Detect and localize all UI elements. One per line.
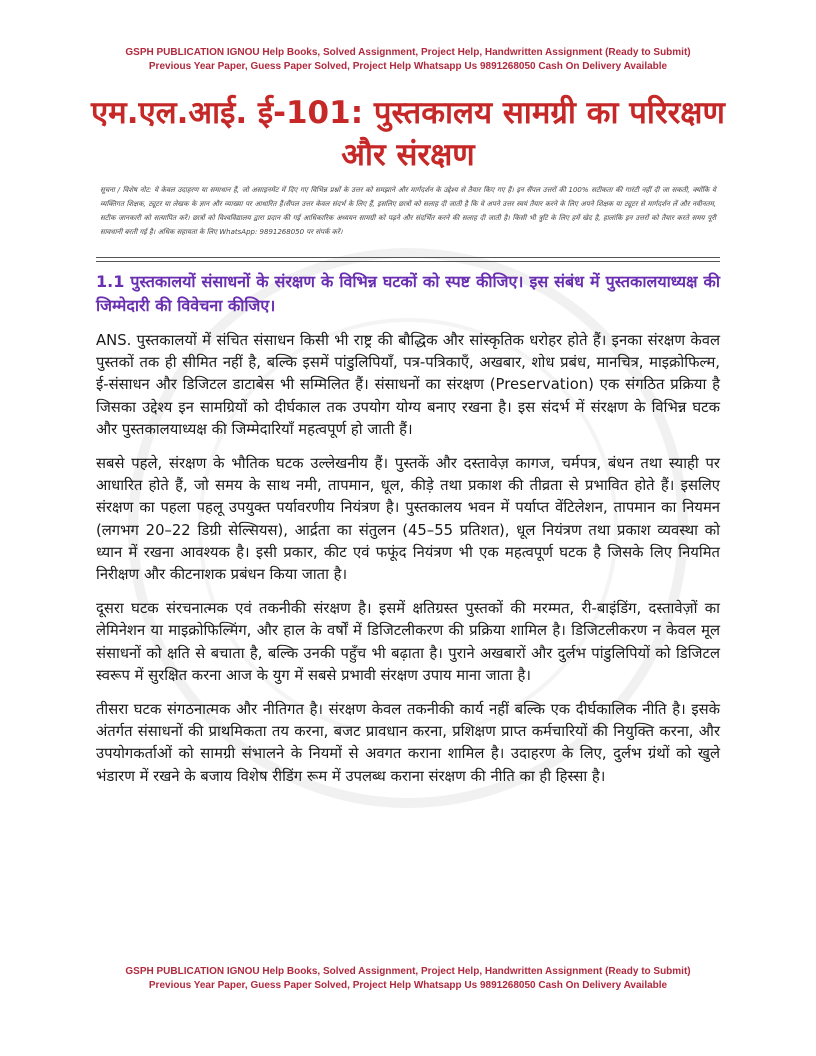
paragraph: ANS. पुस्तकालयों में संचित संसाधन किसी भी राष्ट्र की बौद्धिक और सांस्कृतिक धरोहर होते हैं। इनका संरक्षण केवल पुस्तकों तक ही सीमित नहीं है, बल्कि इसमें पांडुलिपियाँ, पत्र-पत्रिकाएँ, अखबार, शोध प्रबंध, मानचित्र, माइक्रोफिल्म, ई-संसाधन और डिजिटल डाटाबेस भी सम्मिलित हैं। संसाधनों का संरक्षण (Preservation) एक संगठित प्रक्रिया है जिसका उद्देश्य इन सामग्रियों को दीर्घकाल तक उपयोग योग्य बनाए रखना है। इस संदर्भ में संरक्षण के विभिन्न घटक और पुस्तकालयाध्यक्ष की जिम्मेदारियाँ महत्वपूर्ण हो जाती हैं। bbox=[96, 332, 720, 438]
question-heading: 1.1 पुस्तकालयों संसाधनों के संरक्षण के विभिन्न घटकों को स्पष्ट कीजिए। इस संबंध में पुस्तकालयाध्यक्ष की जिम्मेदारी की विवेचना कीजिए। bbox=[96, 272, 720, 315]
page-footer bbox=[0, 965, 816, 993]
page-title: एम.एल.आई. ई-101: पुस्तकालय सामग्री का परिरक्षण और संरक्षण bbox=[91, 95, 725, 173]
page-header bbox=[0, 46, 816, 74]
paragraph: सबसे पहले, संरक्षण के भौतिक घटक उल्लेखनीय हैं। पुस्तकें और दस्तावेज़ कागज, चर्मपत्र, बंधन तथा स्याही पर आधारित होते हैं, जो समय के साथ नमी, तापमान, धूल, कीड़े तथा प्रकाश की तीव्रता से प्रभावित होते हैं। इसलिए संरक्षण का पहला पहलू उपयुक्त पर्यावरणीय नियंत्रण है। पुस्तकालय भवन में पर्याप्त वेंटिलेशन, तापमान का नियमन (लगभग 20–22 डिग्री सेल्सियस), आर्द्रता का संतुलन (45–55 प्रतिशत), धूल नियंत्रण तथा प्रकाश व्यवस्था को ध्यान में रखना आवश्यक है। इसी प्रकार, कीट एवं फफूंद नियंत्रण भी एक महत्वपूर्ण घटक है जिसके लिए नियमित निरीक्षण और कीटनाशक प्रबंधन किया जाता है। bbox=[96, 455, 720, 584]
footer-line-2: Previous Year Paper, Guess Paper Solved, Project Help Whatsapp Us 9891268050 Cash On Delivery Available bbox=[148, 980, 668, 991]
footer-line-1: GSPH PUBLICATION IGNOU Help Books, Solved Assignment, Project Help, Handwritten Assignment (Ready to Submit) bbox=[125, 966, 691, 977]
paragraph: दूसरा घटक संरचनात्मक एवं तकनीकी संरक्षण है। इसमें क्षतिग्रस्त पुस्तकों की मरम्मत, री-बाइंडिंग, दस्तावेज़ों का लेमिनेशन या माइक्रोफिल्मिंग, और हाल के वर्षों में डिजिटलीकरण की प्रक्रिया शामिल है। डिजिटलीकरण न केवल मूल संसाधनों को क्षति से बचाता है, बल्कि उनकी पहुँच भी बढ़ाता है। पुराने अखबारों और दुर्लभ पांडुलिपियों को डिजिटल स्वरूप में सुरक्षित करना आज के युग में सबसे प्रभावी संरक्षण उपाय माना जाता है। bbox=[96, 600, 720, 684]
answer-body bbox=[96, 330, 720, 800]
header-line-1: GSPH PUBLICATION IGNOU Help Books, Solved Assignment, Project Help, Handwritten Assignment (Ready to Submit) bbox=[125, 47, 691, 58]
divider-top bbox=[96, 257, 720, 258]
paragraph: तीसरा घटक संगठनात्मक और नीतिगत है। संरक्षण केवल तकनीकी कार्य नहीं बल्कि एक दीर्घकालिक नीति है। इसके अंतर्गत संसाधनों की प्राथमिकता तय करना, बजट प्रावधान करना, प्रशिक्षण प्राप्त कर्मचारियों की नियुक्ति करना, और उपयोगकर्ताओं को सामग्री संभालने के नियमों से अवगत कराना शामिल है। उदाहरण के लिए, दुर्लभ ग्रंथों को खुले भंडारण में रखने के बजाय विशेष रीडिंग रूम में उपलब्ध कराना संरक्षण की नीति का ही हिस्सा है। bbox=[96, 701, 720, 785]
disclaimer-note: सूचना / विशेष नोट: ये केवल उदाहरण या समाधान हैं, जो असाइनमेंट में दिए गए विभिन्न प्रश्नों के उत्तर को समझाने और मार्गदर्शन के उद्देश्य से तैयार किए गए हैं। इन सैंपल उत्तरों की 100% सटीकता की गारंटी नहीं दी जा सकती, क्योंकि ये व्यक्तिगत शिक्षक, ट्यूटर या लेखक के ज्ञान और व्याख्या पर आधारित हैं।सैंपल उत्तर केवल संदर्भ के लिए हैं, इसलिए छात्रों को सलाह दी जाती है कि वे अपने उत्तर स्वयं तैयार करने के लिए अपने शिक्षक या ट्यूटर से मार्गदर्शन लें और नवीनतम, सटीक जानकारी को सत्यापित करें। छात्रों को विश्वविद्यालय द्वारा प्रदान की गई आधिकारिक अध्ययन सामग्री को पढ़ने और संदर्भित करने की सलाह दी जाती है। किसी भी त्रुटि के लिए हमें खेद है, हालांकि इन उत्तरों को तैयार करते समय पूरी सावधानी बरती गई है। अधिक सहायता के लिए WhatsApp: 9891268050 पर संपर्क करें। bbox=[100, 186, 716, 236]
header-line-2: Previous Year Paper, Guess Paper Solved, Project Help Whatsapp Us 9891268050 Cash On Delivery Available bbox=[148, 61, 668, 72]
divider-bottom bbox=[96, 261, 720, 262]
